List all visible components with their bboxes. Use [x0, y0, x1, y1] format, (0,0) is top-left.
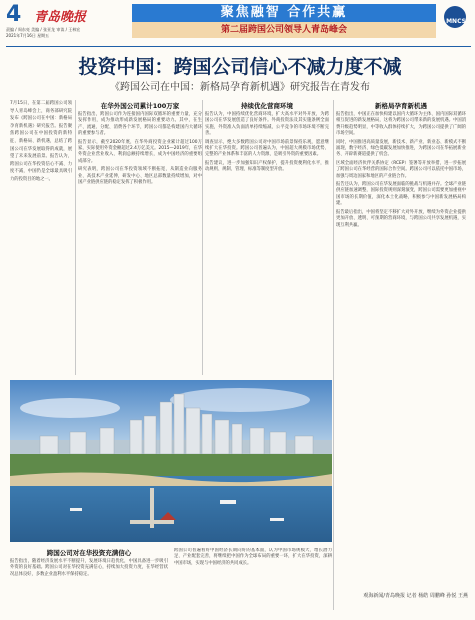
banner-subtitle: 第二届跨国公司领导人青岛峰会: [132, 22, 436, 38]
article-lede: [10, 100, 72, 375]
paragraph: 区域全面经济伙伴关系协定（RCEP）签署等开放举措，进一步拓展了跨国公司在华经营的国际合作空间。跨国公司可以依托中国市场，加强与周边国家和地区的产业链合作。: [336, 160, 466, 179]
header-rule: [6, 46, 471, 47]
lower-column-1: [10, 548, 168, 618]
summit-banner: [132, 4, 436, 38]
paragraph: 报告显示，截至2020年底，在华外商投资企业累计超过100万家，实际使用外资金额超过2.4万亿美元。2015—2019年，在华外资企业营业收入、利润总额持续增长，成为中国经济的重要组成部分。: [78, 139, 202, 164]
section-heading: 在华外国公司累计100万家: [100, 102, 180, 110]
city-skyline-photo: [10, 380, 332, 542]
article-column-1: [78, 100, 202, 375]
paragraph: 研究表明，跨国公司在华投资领域不断拓宽，从制造业向服务业、高技术产业延伸，研发中心、地区总部数量持续增加，对中国产业链供应链的稳定发挥了积极作用。: [78, 167, 202, 186]
section-heading: 持续优化营商环境: [241, 102, 293, 110]
article-title: 投资中国：跨国公司信心不减力度不减: [78, 56, 402, 78]
newspaper-logo: 青岛晚报: [34, 10, 87, 25]
summit-logo-text: MNCS: [446, 18, 466, 25]
editor-meta: [6, 27, 80, 39]
editor-line: 责编 / 周东亮 美编 / 张亚龙 审读 / 王林宏: [6, 27, 81, 32]
section-heading: 跨国公司对在华投资充满信心: [46, 549, 132, 557]
summit-logo-icon: [440, 6, 472, 32]
paragraph: 报告还认为，跨国公司在华发展面临的挑战与机遇并存。全球产业链供应链加速调整，国际投资规则深刻演变，跨国公司需要更加重视中国市场的长期价值，深化本土化战略，积极参与中国新发展格局构建。: [336, 182, 466, 207]
paragraph: 报告指出，跨国公司作为连接国内国际双循环的重要力量，充分发挥作用，成为推动形成新发展格局的重要动力。其中，在生产、流通、分配、消费各个环节，跨国公司都是构建国内大循环的重要参与者。: [78, 112, 202, 137]
column-divider: [202, 100, 203, 375]
paragraph: 同时，中国推进高质量发展，新技术、新产业、新业态、新模式不断涌现，数字经济、绿色低碳发展加快推进，为跨国公司在华拓展新业务、开辟新赛道提供了机会。: [336, 139, 466, 158]
paragraph: 跨国公司普遍看好中国经济长期向好的基本面，认为中国市场规模大、增长潜力足、产业配套完善，将继续把中国作为全球布局的重要一环，扩大在华投资，深耕中国市场，实现与中国经济的共同成长。: [174, 548, 332, 566]
paragraph: 报告指出，随着经济发展水平不断提升，发展环境日趋优化，中国具备进一步吸引外资的良好基础。跨国公司对在华投资充满信心，持续加大投资力度，在华经营状况总体良好，多数企业盈利水平保持稳定。: [10, 559, 168, 577]
column-divider: [333, 100, 334, 610]
article-column-2: [205, 100, 329, 375]
article-column-3: [336, 100, 466, 590]
lede-text: 7月15日，在第二届跨国公司领导人青岛峰会上，商务部研究院发布《跨国公司在中国：新格局孕育新机遇》研究报告。报告聚焦跨国公司在中国投资的新特征、新格局、新机遇，总结了跨国公司在华发展取得的成就，展望了未来发展前景。报告认为，跨国公司在华投资信心不减、力度不减，中国仍是全球最具吸引力的投资目的地之一。: [10, 101, 72, 182]
paragraph: 报告指出，中国正在加快构建以国内大循环为主体、国内国际双循环相互促进的新发展格局，这将为跨国公司带来新的发展机遇。中国消费升级趋势明显，中等收入群体持续扩大，为跨国公司提供了广阔的市场空间。: [336, 112, 466, 137]
page-number: 4: [6, 2, 22, 27]
section-heading: 新格局孕育新机遇: [375, 102, 427, 110]
paragraph: 报告最后指出，中国将坚定不移扩大对外开放，继续为外资企业提供更加开放、透明、可预期的营商环境，与跨国公司共享发展机遇，实现互利共赢。: [336, 209, 466, 228]
paragraph: 报告认为，中国持续优化营商环境，扩大高水平对外开放，为跨国公司在华发展创造了良好条件。外商投资法及其实施条例全面实施，外资准入负面清单持续缩减，公平竞争的市场环境不断完善。: [205, 112, 329, 137]
paragraph: 调查显示，绝大多数跨国公司对中国市场前景保持乐观，愿意继续扩大在华投资。跨国公司普遍认为，中国超大规模市场优势、完整的产业体系和丰富的人力资源，是吸引外资的重要因素。: [205, 139, 329, 158]
column-divider: [75, 100, 76, 375]
banner-title: 聚焦融智 合作共赢: [132, 4, 436, 22]
date-line: 2021年7月16日 星期五: [6, 33, 50, 38]
lower-column-2: [174, 548, 332, 618]
page-header: [0, 0, 475, 44]
article-subtitle: 《跨国公司在中国：新格局孕育新机遇》研究报告在青发布: [110, 82, 370, 93]
article-byline: 观海新闻/青岛晚报 记者 杨皓 周鹏峰 孙悦 王燕: [363, 593, 468, 599]
paragraph: 报告建议，进一步加强知识产权保护，提升投资便利化水平，推动规则、规制、管理、标准等制度型开放。: [205, 160, 329, 173]
